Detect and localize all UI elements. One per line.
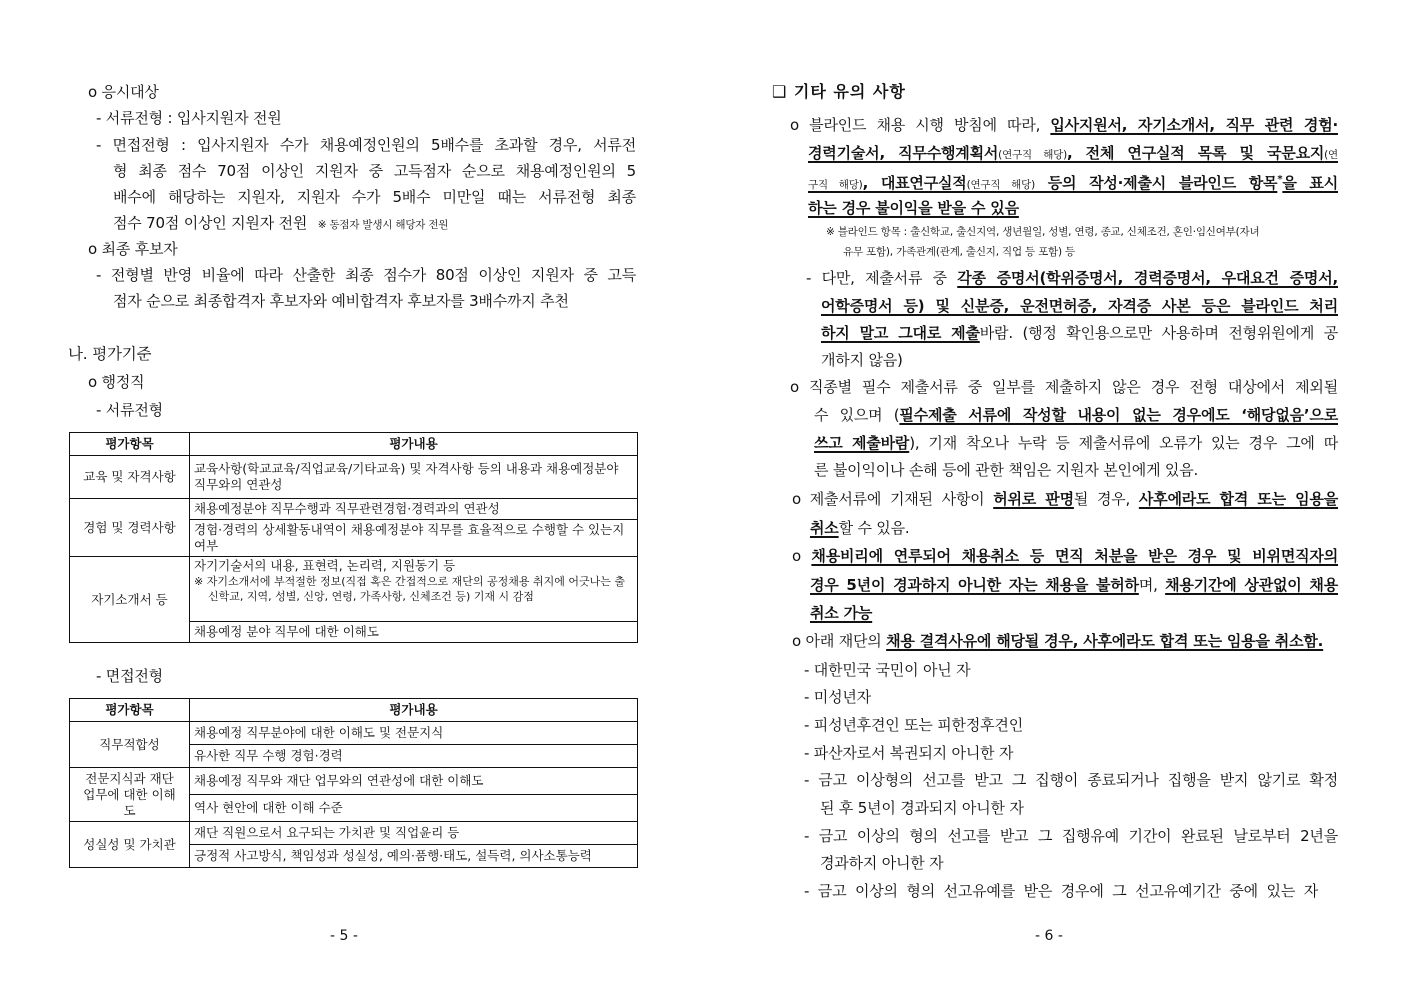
text: 될 경우, — [1073, 490, 1139, 508]
p1-note-1: ※ 블라인드 항목 : 출신학교, 출신지역, 생년월일, 성별, 연령, 종교, 신체조건, 혼인·임신여부(자녀 — [826, 226, 1260, 238]
section-title: 나. 평가기준 — [68, 345, 152, 363]
text: 쓰고 제출바람 — [814, 434, 910, 452]
applicants-title: o 응시대상 — [88, 83, 159, 101]
table-row — [70, 768, 638, 795]
list-item-cont: 된 후 5년이 경과되지 아니한 자 — [820, 799, 1024, 817]
table-row — [70, 499, 638, 520]
row-content: 재단 직원으로서 요구되는 가치관 및 직업윤리 등 — [190, 822, 638, 845]
p1-line-4: 하는 경우 불이익을 받을 수 있음 — [808, 199, 1019, 217]
text: 취소 — [810, 519, 839, 537]
p1-line-1 — [790, 115, 1338, 135]
text: 바람. (행정 확인용으로만 사용하며 전형위원에게 공 — [979, 324, 1339, 342]
text: 각종 증명서(학위증명서, 경력증명서, 우대요건 증명서, — [957, 269, 1338, 287]
table-header-row — [70, 699, 638, 722]
text: 채용비리에 연루되어 채용취소 등 면직 처분을 받은 경우 및 비위면직자의 — [811, 547, 1339, 565]
table-header-row — [70, 433, 638, 456]
row-content: 채용예정 직무와 재단 업무와의 연관성에 대한 이해도 — [190, 768, 638, 795]
row-content: 역사 현안에 대한 이해 수준 — [190, 795, 638, 822]
p1-note-2: 유무 포함), 가족관계(관계, 출신지, 직업 등 포함) 등 — [843, 246, 1075, 258]
text: o 아래 재단의 — [792, 632, 887, 650]
text: 사후에라도 합격 또는 임용을 — [1138, 490, 1338, 508]
text: * — [1277, 174, 1283, 185]
final-title: o 최종 후보자 — [88, 240, 178, 258]
list-item: - 금고 이상의 형의 선고를 받고 그 집행유예 기간이 완료된 날로부터 2년을 — [804, 827, 1338, 845]
p5-line-1 — [792, 546, 1338, 566]
interview-line-4 — [113, 213, 448, 235]
text: o 블라인드 채용 시행 방침에 따라, — [790, 116, 1051, 134]
page-6 — [700, 0, 1403, 992]
text: 할 수 있음. — [838, 519, 910, 537]
row-content: 채용예정 분야 직무에 대한 이해도 — [190, 622, 638, 643]
p2-line-4: 개하지 않음) — [821, 351, 903, 369]
text: 하지 말고 그대로 제출 — [821, 324, 980, 342]
table-row — [70, 557, 638, 622]
p3-line-2 — [814, 405, 1338, 425]
interview-eval-table — [69, 698, 638, 868]
header-category: 평가항목 — [70, 699, 190, 722]
page-number-6: - 6 - — [1035, 928, 1063, 944]
text: (연구직 해당) — [998, 149, 1067, 161]
list-item-cont: 경과하지 아니한 자 — [820, 854, 944, 872]
doc-table-title: - 서류전형 — [96, 401, 163, 419]
p2-line-1 — [806, 268, 1338, 288]
text: 등의 작성·제출시 블라인드 항목 — [1034, 174, 1278, 192]
interview-note: ※ 동점자 발생시 해당자 전원 — [317, 219, 449, 231]
p6-line-1 — [792, 631, 1323, 651]
interview-line-4-text: 점수 70점 이상인 지원자 전원 — [113, 214, 308, 232]
text: (연구직 해당) — [966, 179, 1035, 191]
text: ), 기재 착오나 누락 등 제출서류에 오류가 있는 경우 그에 따 — [909, 434, 1338, 452]
row-content-text: 자기기술서의 내용, 표현력, 논리력, 지원동기 등 — [194, 558, 456, 573]
document-stage: - 서류전형 : 입사지원자 전원 — [96, 109, 282, 127]
row-content: 채용예정분야 직무수행과 직무관련경험·경력과의 연관성 — [190, 499, 638, 520]
p2-line-2: 어학증명서 등) 및 신분증, 운전면허증, 자격증 사본 등은 블라인드 처리 — [821, 297, 1338, 315]
row-content: 경험·경력의 상세활동내역이 채용예정분야 직무를 효율적으로 수행할 수 있는지 여부 — [190, 520, 638, 557]
row-content-note: ※ 자기소개서에 부적절한 정보(직접 혹은 간접적으로 재단의 공정채용 취지에 어긋나는 출신학교, 지역, 성별, 신앙, 연령, 가족사항, 신체조건 등) 기재 시 감점 — [194, 575, 626, 603]
page-5 — [0, 0, 700, 992]
text: 경력기술서, 직무수행계획서 — [808, 144, 999, 162]
row-category: 성실성 및 가치관 — [70, 822, 190, 868]
page-number-5: - 5 - — [330, 928, 358, 944]
text: (연 — [1324, 149, 1338, 161]
text: , 전체 연구실적 목록 및 국문요지 — [1066, 144, 1325, 162]
p1-line-3 — [808, 170, 1338, 195]
p1-line-2 — [808, 143, 1338, 165]
interview-line-2: 형 최종 점수 70점 이상인 지원자 중 고득점자 순으로 채용예정인원의 5 — [113, 162, 636, 180]
table-row — [70, 722, 638, 745]
header-content: 평가내용 — [190, 699, 638, 722]
notice-heading: ❑ 기타 유의 사항 — [772, 82, 906, 101]
text: o 제출서류에 기재된 사항이 — [792, 490, 994, 508]
interview-line-1: - 면접전형 : 입사지원자 수가 채용예정인원의 5배수를 초과할 경우, 서류전 — [96, 136, 636, 154]
text: 채용기간에 상관없이 채용 — [1165, 576, 1338, 594]
admin-title: o 행정직 — [88, 373, 145, 391]
final-line-1: - 전형별 반영 비율에 따라 산출한 최종 점수가 80점 이상인 지원자 중 고득 — [96, 266, 636, 284]
header-category: 평가항목 — [70, 433, 190, 456]
text: 필수제출 서류에 작성할 내용이 없는 경우에도 ‘해당없음’으로 — [899, 406, 1338, 424]
table-row — [70, 822, 638, 845]
p5-line-3: 취소 가능 — [810, 604, 873, 622]
p5-line-2 — [810, 575, 1338, 595]
table-row — [70, 456, 638, 499]
list-item: - 대한민국 국민이 아닌 자 — [804, 661, 971, 679]
text: 구직 해당) — [808, 179, 863, 191]
document-eval-table — [69, 432, 638, 643]
final-line-2: 점자 순으로 최종합격자 후보자와 예비합격자 후보자를 3배수까지 추천 — [113, 292, 569, 310]
p4-line-2 — [810, 518, 909, 538]
text: , 대표연구실적 — [862, 174, 967, 192]
interview-line-3: 배수에 해당하는 지원자, 지원자 수가 5배수 미만일 때는 서류전형 최종 — [113, 188, 636, 206]
p3-line-3 — [814, 433, 1338, 453]
list-item: - 금고 이상의 형의 선고유예를 받은 경우에 그 선고유예기간 중에 있는 자 — [804, 882, 1318, 900]
row-content: 교육사항(학교교육/직업교육/기타교육) 및 자격사항 등의 내용과 채용예정분야 직무와의 연관성 — [190, 456, 638, 499]
text: 경우 5년이 경과하지 아니한 자는 채용을 불허하 — [810, 576, 1139, 594]
list-item: - 파산자로서 복권되지 아니한 자 — [804, 744, 1014, 762]
p4-line-1 — [792, 489, 1338, 509]
p3-line-4: 른 불이익이나 손해 등에 관한 책임은 지원자 본인에게 있음. — [814, 461, 1199, 479]
p2-line-3 — [821, 323, 1338, 343]
row-content: 채용예정 직무분야에 대한 이해도 및 전문지식 — [190, 722, 638, 745]
list-item: - 피성년후견인 또는 피한정후견인 — [804, 716, 1023, 734]
row-category: 직무적합성 — [70, 722, 190, 768]
row-content: 긍정적 사고방식, 책임성과 성실성, 예의·품행·태도, 설득력, 의사소통능력 — [190, 845, 638, 868]
text: 수 있으며 ( — [814, 406, 900, 424]
row-category: 교육 및 자격사항 — [70, 456, 190, 499]
text: - 다만, 제출서류 중 — [806, 269, 958, 287]
p3-line-1: o 직종별 필수 제출서류 중 일부를 제출하지 않은 경우 전형 대상에서 제외될 — [790, 378, 1338, 396]
row-content — [190, 557, 638, 622]
text: 을 표시 — [1282, 174, 1338, 192]
row-category: 경험 및 경력사항 — [70, 499, 190, 557]
text: o — [792, 547, 812, 565]
header-content: 평가내용 — [190, 433, 638, 456]
text: 허위로 판명 — [993, 490, 1074, 508]
row-category: 전문지식과 재단 업무에 대한 이해도 — [70, 768, 190, 822]
list-item: - 미성년자 — [804, 688, 871, 706]
list-item: - 금고 이상형의 선고를 받고 그 집행이 종료되거나 집행을 받지 않기로 확정 — [804, 771, 1338, 789]
text: 입사지원서, 자기소개서, 직무 관련 경험· — [1050, 116, 1338, 134]
row-category: 자기소개서 등 — [70, 557, 190, 643]
text: 며, — [1138, 576, 1166, 594]
row-content: 유사한 직무 수행 경험·경력 — [190, 745, 638, 768]
text: 채용 결격사유에 해당될 경우, 사후에라도 합격 또는 임용을 취소함. — [886, 632, 1324, 650]
int-table-title: - 면접전형 — [96, 667, 163, 685]
